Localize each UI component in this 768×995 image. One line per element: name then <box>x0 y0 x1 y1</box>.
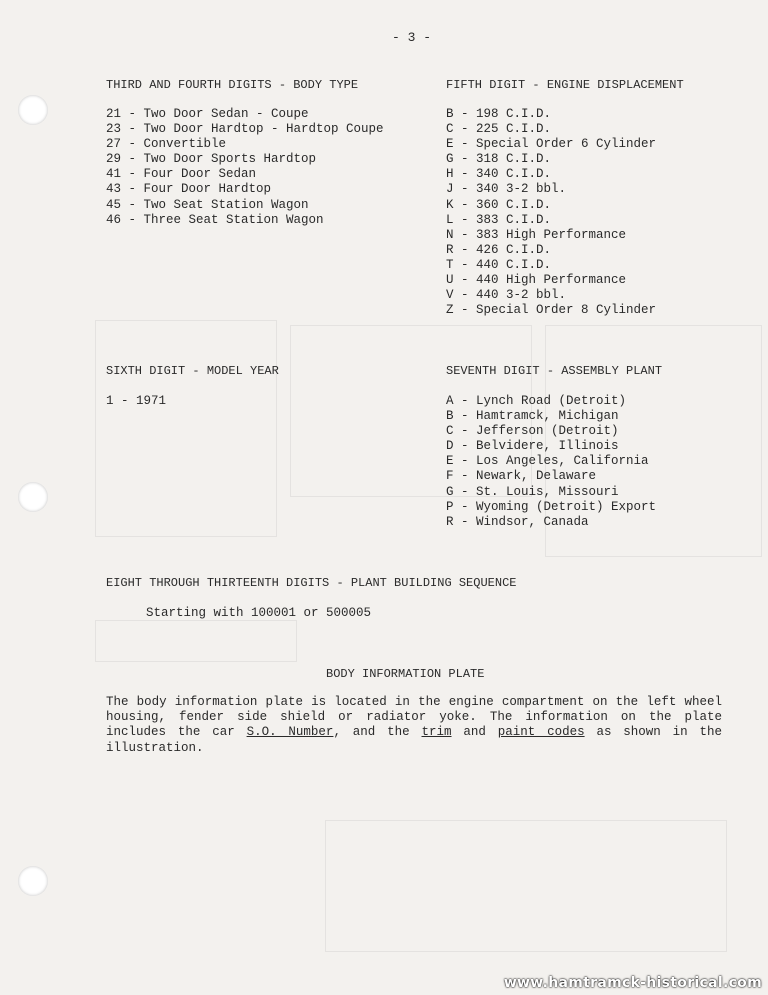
list-item: 27 - Convertible <box>106 137 227 152</box>
binder-hole <box>18 866 48 896</box>
page-number: - 3 - <box>392 30 432 45</box>
list-item: D - Belvidere, Illinois <box>446 439 619 454</box>
list-item: 21 - Two Door Sedan - Coupe <box>106 107 309 121</box>
list-item: U - 440 High Performance <box>446 273 627 288</box>
plate-text: as shown in the illustration. <box>106 725 723 755</box>
list-item: J - 340 3-2 bbl. <box>446 182 567 197</box>
list-item: T - 440 C.I.D. <box>446 257 552 272</box>
plate-heading: BODY INFORMATION PLATE <box>326 667 485 681</box>
list-item: G - 318 C.I.D. <box>446 152 552 167</box>
bleed-through-box <box>95 620 297 662</box>
plate-text: , and the <box>333 725 422 740</box>
bleed-through-box <box>95 320 277 537</box>
bleed-through-box <box>325 820 727 952</box>
list-item: N - 383 High Performance <box>446 227 627 242</box>
list-item: V - 440 3-2 bbl. <box>446 288 567 303</box>
list-item: A - Lynch Road (Detroit) <box>446 394 627 408</box>
plate-text: and <box>451 725 498 740</box>
list-item: 43 - Four Door Hardtop <box>106 182 272 197</box>
so-number-term: S.O. Number <box>246 725 334 740</box>
body-type-list <box>106 107 384 228</box>
list-item: P - Wyoming (Detroit) Export <box>446 499 657 514</box>
assembly-plant-heading: SEVENTH DIGIT - ASSEMBLY PLANT <box>446 364 663 378</box>
list-item: 23 - Two Door Hardtop - Hardtop Coupe <box>106 122 384 137</box>
sequence-heading: EIGHT THROUGH THIRTEENTH DIGITS - PLANT BUILDING SEQUENCE <box>106 576 517 590</box>
sequence-text: Starting with 100001 or 500005 <box>146 606 372 620</box>
list-item: C - 225 C.I.D. <box>446 122 552 137</box>
model-year-list <box>106 394 166 409</box>
plate-text: The body information plate is located in the engine compartment on the left wheel housing, fender side shield or radiator yoke. The information on the plate includes the car <box>106 695 722 740</box>
list-item: C - Jefferson (Detroit) <box>446 424 619 439</box>
list-item: H - 340 C.I.D. <box>446 167 552 182</box>
list-item: 46 - Three Seat Station Wagon <box>106 212 324 227</box>
body-type-heading: THIRD AND FOURTH DIGITS - BODY TYPE <box>106 78 359 92</box>
list-item: 1 - 1971 <box>106 394 167 408</box>
engine-list <box>446 107 656 318</box>
list-item: E - Special Order 6 Cylinder <box>446 137 657 152</box>
list-item: 45 - Two Seat Station Wagon <box>106 197 309 212</box>
list-item: R - 426 C.I.D. <box>446 242 552 257</box>
list-item: R - Windsor, Canada <box>446 514 589 529</box>
list-item: K - 360 C.I.D. <box>446 197 552 212</box>
binder-hole <box>18 95 48 125</box>
assembly-plant-list <box>446 394 656 530</box>
plate-paragraph <box>106 695 722 756</box>
list-item: B - 198 C.I.D. <box>446 107 552 121</box>
list-item: G - St. Louis, Missouri <box>446 484 619 499</box>
list-item: 29 - Two Door Sports Hardtop <box>106 152 317 167</box>
paint-codes-term: paint codes <box>497 725 585 740</box>
list-item: E - Los Angeles, California <box>446 454 649 469</box>
engine-heading: FIFTH DIGIT - ENGINE DISPLACEMENT <box>446 78 684 92</box>
list-item: L - 383 C.I.D. <box>446 212 552 227</box>
trim-term: trim <box>421 725 452 740</box>
site-watermark: www.hamtramck-historical.com <box>503 975 762 991</box>
list-item: 41 - Four Door Sedan <box>106 167 257 182</box>
list-item: F - Newark, Delaware <box>446 469 597 484</box>
list-item: Z - Special Order 8 Cylinder <box>446 303 657 318</box>
list-item: B - Hamtramck, Michigan <box>446 409 619 424</box>
binder-hole <box>18 482 48 512</box>
model-year-heading: SIXTH DIGIT - MODEL YEAR <box>106 364 279 378</box>
